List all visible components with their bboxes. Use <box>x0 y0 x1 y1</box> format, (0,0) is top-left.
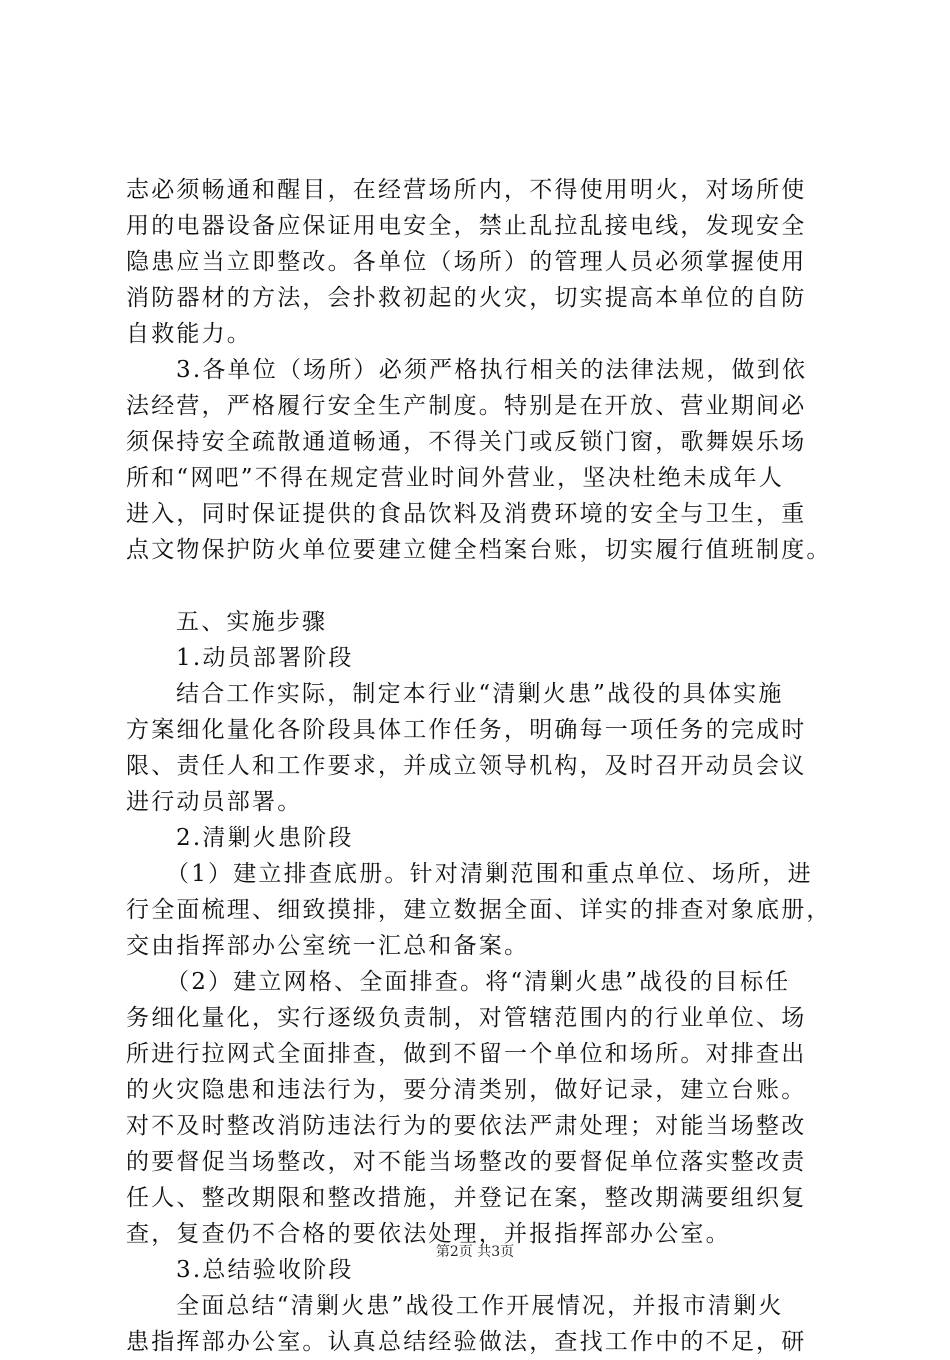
text-line: 交由指挥部办公室统一汇总和备案。 <box>126 933 530 959</box>
text-line: 所和“网吧”不得在规定营业时间外营业，坚决杜绝未成年人 <box>126 465 784 491</box>
text-line: 务细化量化，实行逐级负责制，对管辖范围内的行业单位、场 <box>126 1005 807 1031</box>
text-line: 志必须畅通和醒目，在经营场所内，不得使用明火，对场所使 <box>126 177 807 203</box>
text-line: 隐患应当立即整改。各单位（场所）的管理人员必须掌握使用 <box>126 249 807 275</box>
subsection-heading: 1.动员部署阶段 <box>176 645 354 671</box>
text-line: 进行动员部署。 <box>126 789 303 815</box>
text-line: 点文物保护防火单位要建立健全档案台账，切实履行值班制度。 <box>126 537 832 563</box>
text-line: 用的电器设备应保证用电安全，禁止乱拉乱接电线，发现安全 <box>126 213 807 239</box>
text-line: 对不及时整改消防违法行为的要依法严肃处理；对能当场整改 <box>126 1113 807 1139</box>
text-line: （1）建立排查底册。针对清剿范围和重点单位、场所，进 <box>166 861 813 887</box>
subsection-heading: 3.总结验收阶段 <box>176 1257 354 1283</box>
text-line: 方案细化量化各阶段具体工作任务，明确每一项任务的完成时 <box>126 717 807 743</box>
section-heading: 五、实施步骤 <box>176 609 328 635</box>
text-line: 的要督促当场整改，对不能当场整改的要督促单位落实整改责 <box>126 1149 807 1175</box>
text-line: 自救能力。 <box>126 321 252 347</box>
text-line: 法经营，严格履行安全生产制度。特别是在开放、营业期间必 <box>126 393 807 419</box>
text-line: 查，复查仍不合格的要依法处理，并报指挥部办公室。 <box>126 1221 731 1247</box>
text-line: 结合工作实际，制定本行业“清剿火患”战役的具体实施 <box>176 681 784 707</box>
text-line: 行全面梳理、细致摸排，建立数据全面、详实的排查对象底册， <box>126 897 832 923</box>
text-line: （2）建立网格、全面排查。将“清剿火患”战役的目标任 <box>166 969 791 995</box>
page-footer: 第2页 共3页 <box>435 1244 515 1260</box>
text-line: 限、责任人和工作要求，并成立领导机构，及时召开动员会议 <box>126 753 807 779</box>
text-line: 须保持安全疏散通道畅通，不得关门或反锁门窗，歌舞娱乐场 <box>126 429 807 455</box>
text-line: 消防器材的方法，会扑救初起的火灾，切实提高本单位的自防 <box>126 285 807 311</box>
text-line: 的火灾隐患和违法行为，要分清类别，做好记录，建立台账。 <box>126 1077 807 1103</box>
text-line: 全面总结“清剿火患”战役工作开展情况，并报市清剿火 <box>176 1293 784 1319</box>
subsection-heading: 2.清剿火患阶段 <box>176 825 354 851</box>
text-line: 进入，同时保证提供的食品饮料及消费环境的安全与卫生，重 <box>126 501 807 527</box>
text-line: 所进行拉网式全面排查，做到不留一个单位和场所。对排查出 <box>126 1041 807 1067</box>
text-line: 患指挥部办公室。认真总结经验做法，查找工作中的不足，研 <box>126 1329 807 1355</box>
text-line: 3.各单位（场所）必须严格执行相关的法律法规，做到依 <box>176 357 808 383</box>
document-body <box>126 172 846 1360</box>
text-line: 任人、整改期限和整改措施，并登记在案，整改期满要组织复 <box>126 1185 807 1211</box>
paragraph-gap <box>126 568 846 604</box>
